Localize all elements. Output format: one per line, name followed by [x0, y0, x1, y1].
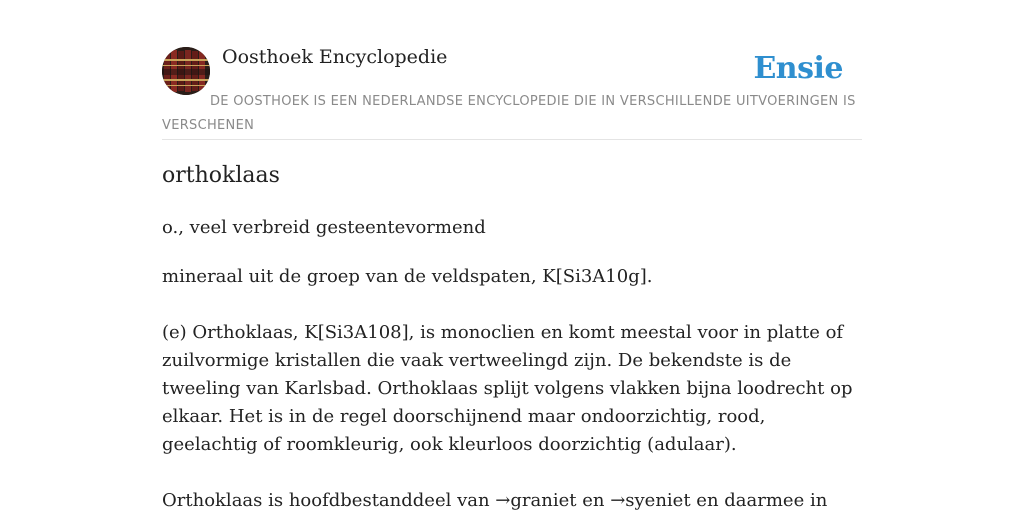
paragraph-text: Orthoklaas is hoofdbestanddeel van	[162, 490, 496, 511]
paragraph-text: en daarmee in	[690, 490, 828, 511]
entry-body	[162, 263, 862, 512]
content-container	[162, 0, 862, 511]
entry-subtitle: o., veel verbreid gesteentevormend	[162, 217, 486, 238]
xref-syeniet-link[interactable]: →syeniet	[610, 490, 691, 511]
paragraph-text: en	[576, 490, 611, 511]
entry-paragraph	[162, 487, 862, 512]
ensie-logo[interactable]: Ensie	[753, 51, 843, 86]
site-title[interactable]: Oosthoek Encyclopedie	[222, 46, 448, 68]
encyclopedia-books-avatar[interactable]	[162, 47, 210, 95]
entry-paragraph: mineraal uit de groep van de veldspaten, K[Si3A10g].	[162, 266, 653, 287]
site-tagline: DE OOSTHOEK IS EEN NEDERLANDSE ENCYCLOPEDIE DIE IN VERSCHILLENDE UITVOERINGEN IS VERSCHENEN	[162, 94, 856, 133]
xref-graniet-link[interactable]: →graniet	[495, 490, 577, 511]
entry-title: orthoklaas	[162, 163, 280, 188]
site-header	[162, 0, 862, 140]
entry-paragraph: (e) Orthoklaas, K[Si3A108], is monoclien en komt meestal voor in platte of zuilvormige kristallen die vaak vertweelingd zijn. De bekendste is de tweeling van Karlsbad. Orthoklaas splijt volgens vlakken bijna loodrecht op elkaar. Het is in de regel doorschijnend maar ondoorzichtig, rood, geelachtig of roomkleurig, ook kleurloos doorzichtig (adulaar).	[162, 322, 853, 455]
